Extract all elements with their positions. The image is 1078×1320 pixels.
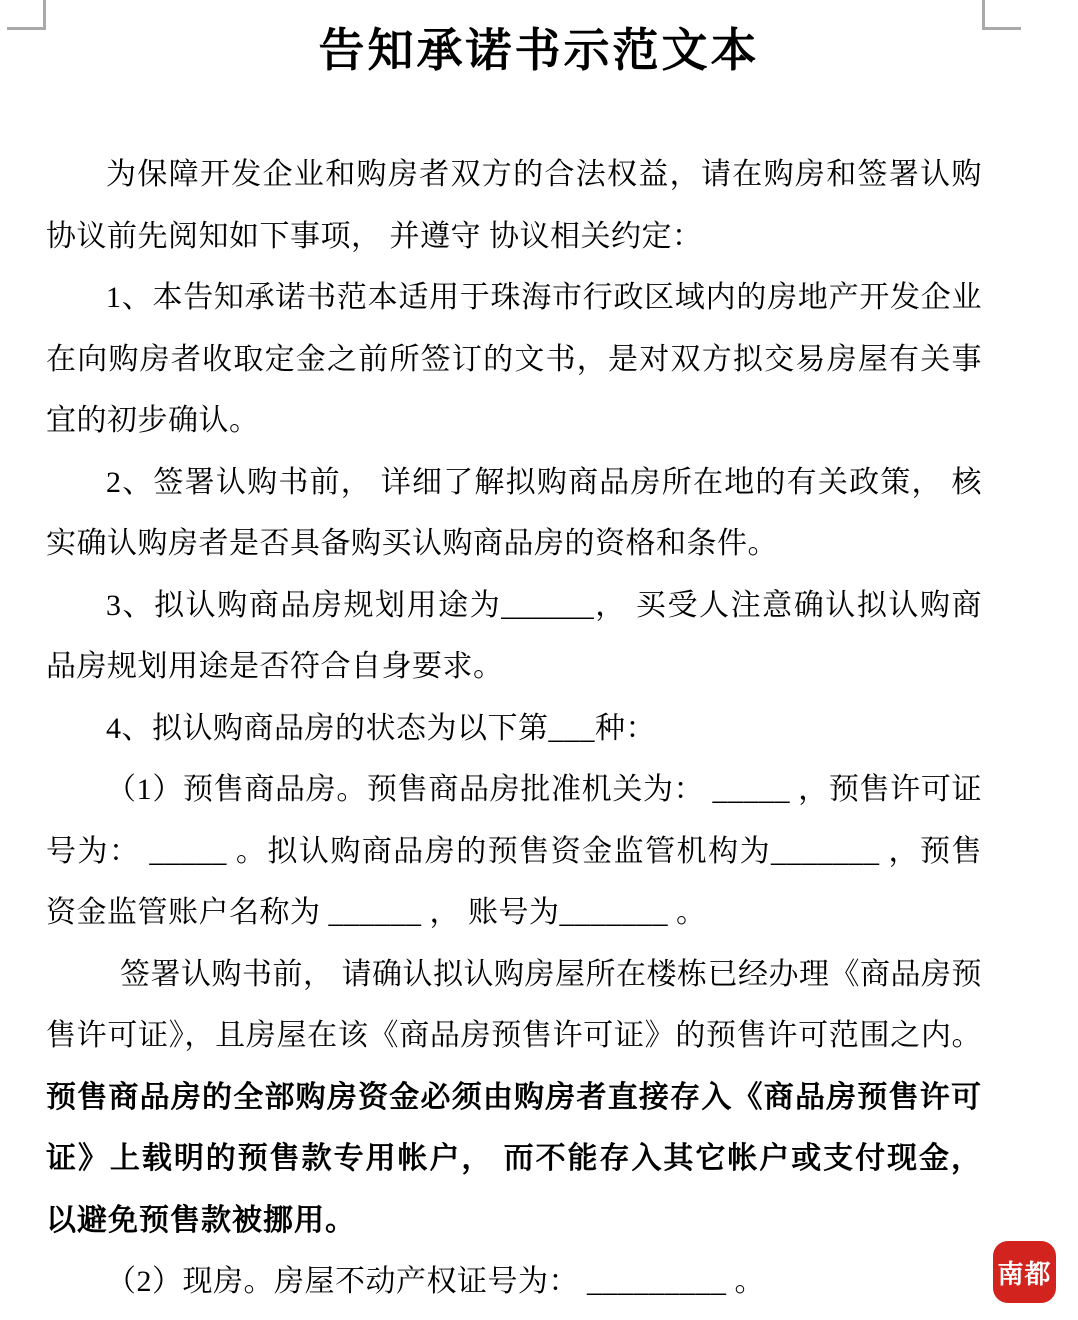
paragraph-item4-option2-existing-home: （2）现房。房屋不动产权证号为： _________ 。 bbox=[106, 1265, 765, 1298]
paragraph-item1: 1、本告知承诺书范本适用于珠海市行政区域内的房地产开发企业在向购房者收取定金之前所签订的文书，是对双方拟交易房屋有关事宜的初步确认。 bbox=[46, 281, 982, 437]
presale-notice-normal-text: 签署认购书前， 请确认拟认购房屋所在楼栋已经办理《商品房预售许可证》，且房屋在该《商品房预售许可证》的预售许可范围之内。 bbox=[46, 957, 982, 1052]
crop-mark-top-left-vertical bbox=[43, 0, 46, 29]
paragraph-item3: 3、拟认购商品房规划用途为______， 买受人注意确认拟认购商品房规划用途是否符合自身要求。 bbox=[46, 588, 982, 683]
paragraph-item4-option1-presale: （1）预售商品房。预售商品房批准机关为： _____ ，预售许可证号为： _____ 。拟认购商品房的预售资金监管机构为_______ ，预售资金监管账户名称为 ______ ， 账号为_______ 。 bbox=[46, 773, 982, 929]
nandu-media-logo bbox=[993, 1241, 1056, 1303]
nandu-logo-label: 南都 bbox=[997, 1258, 1052, 1289]
crop-mark-top-right-horizontal bbox=[982, 27, 1021, 30]
document-body bbox=[0, 144, 1078, 1313]
presale-notice-bold-text: 预售商品房的全部购房资金必须由购房者直接存入《商品房预售许可证》上载明的预售款专用帐户， 而不能存入其它帐户或支付现金， 以避免预售款被挪用。 bbox=[46, 1080, 982, 1237]
crop-mark-top-left-horizontal bbox=[7, 27, 46, 30]
paragraph-presale-notice bbox=[46, 944, 982, 1252]
document-title: 告知承诺书示范文本 bbox=[318, 25, 760, 76]
paragraph-intro: 为保障开发企业和购房者双方的合法权益，请在购房和签署认购协议前先阅知如下事项， 并遵守 协议相关约定： bbox=[46, 158, 982, 253]
paragraph-item2: 2、签署认购书前， 详细了解拟购商品房所在地的有关政策， 核实确认购房者是否具备购买认购商品房的资格和条件。 bbox=[46, 465, 982, 560]
crop-mark-top-right-vertical bbox=[982, 0, 985, 29]
paragraph-item4: 4、拟认购商品房的状态为以下第___种： bbox=[106, 711, 656, 745]
